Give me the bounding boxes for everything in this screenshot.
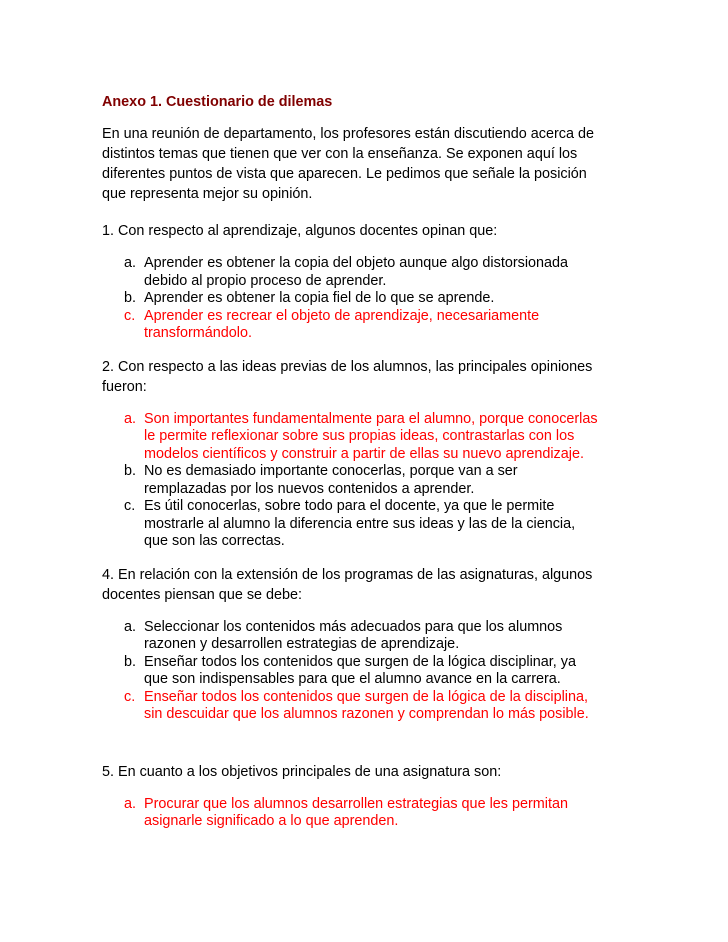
option-letter: a. xyxy=(124,410,137,427)
question-2 xyxy=(102,357,602,551)
option-letter: b. xyxy=(124,653,137,670)
option-c xyxy=(102,689,602,724)
option-letter: c. xyxy=(124,688,136,705)
document-title: Anexo 1. Cuestionario de dilemas xyxy=(102,94,333,110)
option-a xyxy=(102,411,602,464)
question-text: 1. Con respecto al aprendizaje, algunos docentes opinan que: xyxy=(102,223,498,239)
option-text: Es útil conocerlas, sobre todo para el docente, ya que le permite mostrarle al alumno la diferencia entre sus ideas y las de la ciencia, que son las correctas. xyxy=(144,498,576,549)
option-text: No es demasiado importante conocerlas, porque van a ser remplazadas por los nuevos contenidos a aprender. xyxy=(144,463,518,497)
option-a xyxy=(102,255,602,290)
option-text: Aprender es obtener la copia del objeto aunque algo distorsionada debido al propio proceso de aprender. xyxy=(144,255,569,289)
option-letter: a. xyxy=(124,618,137,635)
option-c xyxy=(102,308,602,343)
option-letter: a. xyxy=(124,255,137,271)
option-letter: c. xyxy=(124,498,136,514)
option-b xyxy=(102,290,602,308)
option-list xyxy=(102,619,602,724)
option-text: Seleccionar los contenidos más adecuados para que los alumnos razonen y desarrollen estrategias de aprendizaje. xyxy=(144,618,563,652)
option-list xyxy=(102,796,602,831)
option-letter: b. xyxy=(124,463,137,479)
option-a xyxy=(102,619,602,654)
question-5 xyxy=(102,762,602,831)
option-letter: b. xyxy=(124,290,137,306)
option-text: Procurar que los alumnos desarrollen estrategias que les permitan asignarle significado a lo que aprenden. xyxy=(144,795,568,829)
option-text: Enseñar todos los contenidos que surgen de la lógica disciplinar, ya que son indispensables para que el alumno avance en la carrera. xyxy=(144,653,576,687)
option-text: Aprender es recrear el objeto de aprendizaje, necesariamente transformándolo. xyxy=(144,307,540,341)
question-text: 4. En relación con la extensión de los programas de las asignaturas, algunos docentes piensan que se debe: xyxy=(102,566,593,603)
option-text: Son importantes fundamentalmente para el alumno, porque conocerlas le permite reflexionar sobre sus propias ideas, contrastarlas con los modelos científicos y construir a partir de ellas su nuevo aprendizaje. xyxy=(144,410,598,462)
question-1 xyxy=(102,221,602,343)
option-a xyxy=(102,796,602,831)
option-letter: a. xyxy=(124,795,137,812)
intro-paragraph: En una reunión de departamento, los profesores están discutiendo acerca de distintos temas que tienen que ver con la enseñanza. Se exponen aquí los diferentes puntos de vista que aparecen. Le pedimos que señale la posición que representa mejor su opinión. xyxy=(102,126,595,202)
option-text: Enseñar todos los contenidos que surgen de la lógica de la disciplina, sin descuidar que los alumnos razonen y comprendan lo más posible. xyxy=(144,688,589,722)
option-b xyxy=(102,654,602,689)
document-page xyxy=(102,92,602,831)
option-list xyxy=(102,411,602,551)
option-text: Aprender es obtener la copia fiel de lo que se aprende. xyxy=(144,290,495,306)
option-c xyxy=(102,498,602,551)
option-list xyxy=(102,255,602,343)
option-b xyxy=(102,463,602,498)
option-letter: c. xyxy=(124,307,136,324)
question-text: 5. En cuanto a los objetivos principales de una asignatura son: xyxy=(102,763,502,780)
question-4 xyxy=(102,565,602,724)
question-text: 2. Con respecto a las ideas previas de los alumnos, las principales opiniones fueron: xyxy=(102,358,593,395)
